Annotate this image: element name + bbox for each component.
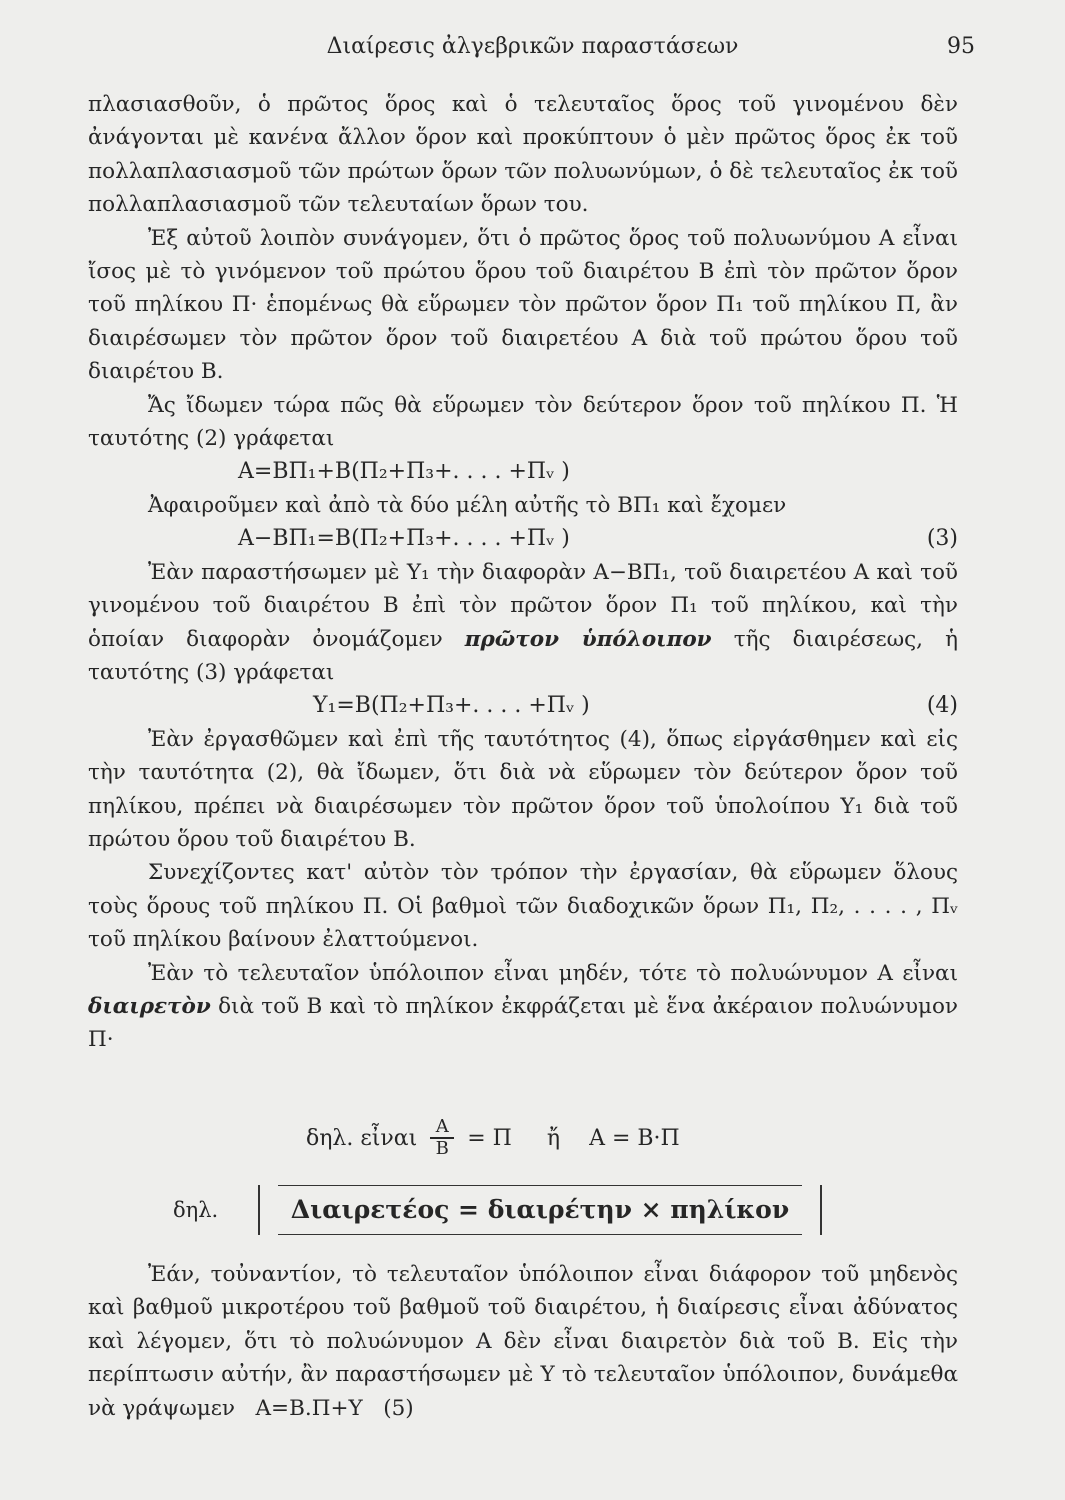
fraction-equals: = Π [467, 1125, 512, 1151]
equation-3-text: Α−ΒΠ₁=Β(Π₂+Π₃+. . . . +Πᵥ ) [238, 526, 570, 552]
paragraph-4: Ἀφαιροῦμεν καὶ ἀπὸ τὰ δύο μέλη αὐτῆς τὸ ΒΠ₁ καὶ ἔχομεν [148, 492, 787, 518]
equation-4 [88, 689, 958, 722]
paragraph-5-text-b: τῆς διαιρέσεως, ἡ ταυτότης (3) γράφεται [88, 626, 958, 685]
box-top-rule [278, 1185, 802, 1186]
fraction-numerator: Α [435, 1116, 449, 1137]
paragraph-1: πλασιασθοῦν, ὁ πρῶτος ὅρος καὶ ὁ τελευταῖος ὅρος τοῦ γινομένου δὲν ἀνάγονται μὲ κανένα ἄλλον ὅρον καὶ προκύπτουν ὁ μὲν πρῶτος ὅρος ἐκ τοῦ πολλαπλασιασμοῦ τῶν πρώτων ὅρων τῶν πολυωνύμων, ὁ δὲ τελευταῖος ἐκ τοῦ πολλαπλασιασμοῦ τῶν τελευταίων ὅρων του. [88, 92, 958, 218]
boxed-formula [258, 1185, 822, 1235]
text-lower [88, 1258, 958, 1425]
paragraph-5-text-a: Ἐὰν παραστήσωμεν μὲ Υ₁ τὴν διαφορὰν Α−ΒΠ₁, τοῦ διαιρετέου Α καὶ τοῦ γινομένου τοῦ διαιρέτου Β ἐπὶ τὸν πρῶτον ὅρον Π₁ τοῦ πηλίκου, καὶ τὴν ὁποίαν διαφορὰν ὀνομάζομεν [88, 559, 958, 652]
fraction-denominator: Β [435, 1138, 449, 1159]
fraction-prefix: δηλ. εἶναι [306, 1125, 418, 1151]
fraction-equation [300, 1117, 686, 1159]
paragraph-9-text: Ἐάν, τοὐναντίον, τὸ τελευταῖον ὑπόλοιπον εἶναι διάφορον τοῦ μηδενὸς καὶ βαθμοῦ μικροτέρου τοῦ βαθμοῦ τοῦ διαιρέτου, ἡ διαίρεσις εἶναι ἀδύνατος καὶ λέγομεν, ὅτι τὸ πολυώνυμον Α δὲν εἶναι διαιρετὸν διὰ τοῦ Β. Εἰς τὴν περίπτωσιν αὐτήν, ἂν παραστήσωμεν μὲ Υ τὸ τελευταῖον ὑπόλοιπον, δυνάμεθα νὰ γράψωμεν [88, 1262, 958, 1421]
fraction-or: ἤ [546, 1125, 561, 1151]
box-bottom-rule [278, 1234, 802, 1235]
boxed-formula-text: Διαιρετέος = διαιρέτην × πηλίκον [290, 1195, 790, 1224]
paragraph-8-text-a: Ἐὰν τὸ τελευταῖον ὑπόλοιπον εἶναι μηδέν, τότε τὸ πολυώνυμον Α εἶναι [148, 960, 958, 986]
box-label: δηλ. [173, 1198, 219, 1222]
fraction-rhs: Α = Β·Π [589, 1125, 680, 1151]
equation-2 [88, 455, 958, 488]
paragraph-2: Ἐξ αὐτοῦ λοιπὸν συνάγομεν, ὅτι ὁ πρῶτος ὅρος τοῦ πολυωνύμου Α εἶναι ἴσος μὲ τὸ γινόμενον τοῦ πρώτου ὅρου τοῦ διαιρέτου Β ἐπὶ τὸν πρῶτον ὅρον τοῦ πηλίκου Π· ἑπομένως θὰ εὕρωμεν τὸν πρῶτον ὅρον Π₁ τοῦ πηλίκου Π, ἂν διαιρέσωμεν τὸν πρῶτον ὅρον τοῦ διαιρετέου Α διὰ τοῦ πρώτου ὅρου τοῦ διαιρέτου Β. [88, 225, 958, 385]
equation-5: Α=Β.Π+Υ [255, 1395, 363, 1421]
text-upper [88, 88, 958, 1057]
paragraph-5 [88, 556, 958, 690]
term-divisible: διαιρετὸν [88, 993, 211, 1019]
equation-2-text: Α=ΒΠ₁+Β(Π₂+Π₃+. . . . +Πᵥ ) [238, 459, 570, 485]
equation-4-number: (4) [926, 693, 958, 719]
running-header: Διαίρεσις ἀλγεβρικῶν παραστάσεων [326, 34, 739, 59]
page-number: 95 [947, 34, 975, 59]
equation-5-number: (5) [383, 1395, 414, 1421]
paragraph-3: Ἄς ἴδωμεν τώρα πῶς θὰ εὕρωμεν τὸν δεύτερον ὅρον τοῦ πηλίκου Π. Ἡ ταυτότης (2) γράφεται [88, 392, 958, 452]
fraction-a-over-b [430, 1117, 454, 1159]
paragraph-7: Συνεχίζοντες κατ' αὐτὸν τὸν τρόπον τὴν ἐργασίαν, θὰ εὕρωμεν ὅλους τοὺς ὅρους τοῦ πηλίκου Π. Οἱ βαθμοὶ τῶν διαδοχικῶν ὅρων Π₁, Π₂, . . . . , Πᵥ τοῦ πηλίκου βαίνουν ἐλαττούμενοι. [88, 860, 958, 953]
paragraph-8-text-b: διὰ τοῦ Β καὶ τὸ πηλίκον ἐκφράζεται μὲ ἕνα ἀκέραιον πολυώνυμον Π· [88, 993, 958, 1053]
paragraph-9 [88, 1258, 958, 1425]
paragraph-6: Ἐὰν ἐργασθῶμεν καὶ ἐπὶ τῆς ταυτότητος (4), ὅπως εἰργάσθημεν καὶ εἰς τὴν ταυτότητα (2), θὰ ἴδωμεν, ὅτι διὰ νὰ εὕρωμεν τὸν δεύτερον ὅρον τοῦ πηλίκου, πρέπει νὰ διαιρέσωμεν τὸν πρῶτον ὅρον τοῦ ὑπολοίπου Υ₁ διὰ τοῦ πρώτου ὅρου τοῦ διαιρέτου Β. [88, 726, 958, 852]
paragraph-8 [88, 957, 958, 1057]
term-first-remainder: πρῶτον ὑπόλοιπον [464, 626, 712, 652]
equation-4-text: Υ₁=Β(Π₂+Π₃+. . . . +Πᵥ ) [313, 693, 590, 719]
equation-3 [88, 522, 958, 555]
equation-3-number: (3) [926, 526, 958, 552]
